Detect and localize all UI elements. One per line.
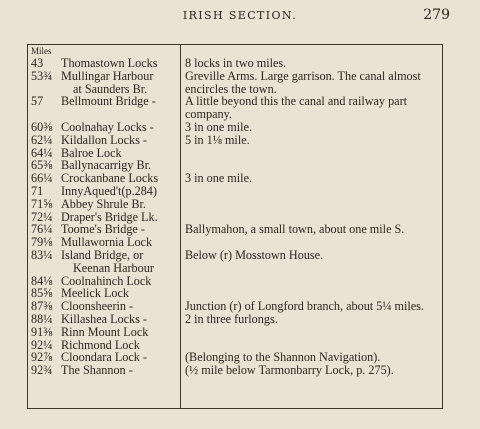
- place-name: Abbey Shrule Br.: [61, 196, 146, 211]
- route-note: (½ mile below Tarmonbarry Lock, p. 275).: [185, 363, 394, 378]
- place-name: Draper's Bridge Lk.: [61, 209, 158, 224]
- place-name: Killashea Locks -: [61, 311, 147, 326]
- route-note: Junction (r) of Longford branch, about 5¼ miles.: [185, 299, 424, 314]
- page-number: 279: [423, 7, 450, 23]
- place-name: Cloonsheerin -: [61, 299, 134, 314]
- miles-value: 43: [31, 56, 44, 70]
- route-note: [185, 185, 440, 198]
- place-name: The Shannon -: [61, 363, 133, 378]
- miles-value: 85⅝: [31, 286, 53, 301]
- route-note: 3 in one mile.: [185, 119, 253, 134]
- miles-value: 60⅜: [31, 119, 53, 134]
- miles-value: 83¼: [31, 247, 53, 262]
- miles-value: 65⅜: [31, 158, 53, 173]
- miles-value: 87⅜: [31, 299, 53, 314]
- miles-value: 76¼: [31, 222, 53, 237]
- place-name: Mullingar Harbour at Saunders Br.: [61, 68, 154, 96]
- miles-value: 57: [31, 94, 44, 109]
- page-header: [0, 6, 480, 26]
- miles-value: 92⅞: [31, 350, 53, 365]
- table-row: [28, 326, 442, 339]
- table-row: [28, 57, 442, 70]
- route-note: 5 in 1⅛ mile.: [185, 132, 250, 147]
- section-title: IRISH SECTION.: [182, 9, 298, 22]
- place-name: Crockanbane Locks: [61, 171, 159, 186]
- route-note: Greville Arms. Large garrison. The canal almost encircles the town.: [185, 68, 421, 96]
- miles-value: 53¾: [31, 68, 53, 83]
- miles-value: 72¼: [31, 209, 53, 224]
- place-name: Mullawornia Lock: [61, 235, 153, 250]
- place-name: Island Bridge, or Keenan Harbour: [61, 247, 154, 275]
- route-note: 3 in one mile.: [185, 171, 253, 186]
- table-row: [28, 364, 442, 377]
- route-note: (Belonging to the Shannon Navigation).: [185, 350, 381, 365]
- place-name: Toome's Bridge -: [61, 222, 145, 237]
- place-name: Richmond Lock: [61, 337, 140, 352]
- route-note: Ballymahon, a small town, about one mile S.: [185, 222, 405, 237]
- table-row: [28, 249, 442, 275]
- place-name: Kildallon Locks -: [61, 132, 147, 147]
- table-row: [28, 134, 442, 147]
- route-note: 8 locks in two miles.: [185, 56, 287, 70]
- table-row: [28, 95, 442, 121]
- miles-column-header: Miles: [31, 46, 52, 56]
- place-name: Rinn Mount Lock: [61, 324, 149, 339]
- miles-value: 71: [31, 183, 44, 198]
- place-name: Ballynacarrigy Br.: [61, 158, 152, 173]
- route-note: [185, 147, 440, 160]
- route-note: [185, 198, 440, 211]
- miles-value: 88¼: [31, 311, 53, 326]
- itinerary-table: [27, 44, 443, 409]
- table-body: [28, 57, 442, 377]
- place-name: Coolnahinch Lock: [61, 273, 152, 288]
- table-row: [28, 70, 442, 96]
- place-name: Coolnahay Locks -: [61, 119, 154, 134]
- miles-value: 64¼: [31, 145, 53, 160]
- miles-value: 91⅜: [31, 324, 53, 339]
- place-name: Thomastown Locks: [61, 56, 158, 70]
- table-row: [28, 313, 442, 326]
- route-note: [185, 326, 440, 339]
- miles-value: 79⅛: [31, 235, 53, 250]
- route-note: [185, 275, 440, 288]
- place-name: Bellmount Bridge -: [61, 94, 156, 109]
- place-name: Meelick Lock: [61, 286, 130, 301]
- place-name: InnyAqued't(p.284): [61, 183, 157, 198]
- place-name: Balroe Lock: [61, 145, 122, 160]
- miles-value: 66¼: [31, 171, 53, 186]
- miles-value: 92¾: [31, 363, 53, 378]
- miles-value: 92¼: [31, 337, 53, 352]
- miles-value: 62¼: [31, 132, 53, 147]
- route-note: Below (r) Mosstown House.: [185, 247, 324, 262]
- miles-value: 71⅝: [31, 196, 53, 211]
- route-note: 2 in three furlongs.: [185, 311, 278, 326]
- table-row: [28, 198, 442, 211]
- miles-value: 84⅛: [31, 273, 53, 288]
- place-name: Cloondara Lock -: [61, 350, 147, 365]
- route-note: A little beyond this the canal and railway part company.: [185, 94, 408, 122]
- table-row: [28, 185, 442, 198]
- table-row: [28, 121, 442, 134]
